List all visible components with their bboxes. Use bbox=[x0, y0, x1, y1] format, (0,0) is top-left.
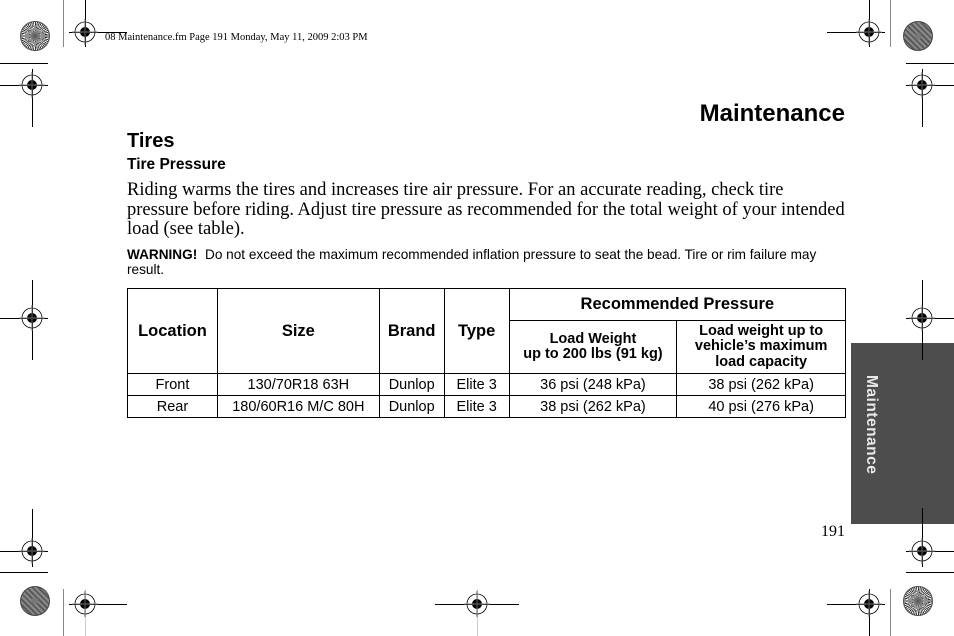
cell-location: Front bbox=[128, 374, 218, 396]
color-bar-disk-top-right bbox=[903, 21, 933, 51]
section-title: Tires bbox=[127, 130, 175, 152]
header-line: Load Weight bbox=[549, 330, 637, 347]
warning-text: Do not exceed the maximum recommended inflation pressure to seat the bead. Tire or rim failure may result. bbox=[127, 247, 817, 277]
subsection-title: Tire Pressure bbox=[127, 156, 226, 173]
crop-mark bbox=[906, 572, 954, 573]
header-line: vehicle’s maximum bbox=[694, 338, 828, 355]
registration-target-icon bbox=[464, 591, 490, 617]
warning-notice bbox=[127, 247, 852, 277]
cell-size: 130/70R18 63H bbox=[217, 374, 379, 396]
column-header-brand: Brand bbox=[379, 289, 444, 374]
crop-mark bbox=[922, 343, 923, 360]
crop-mark bbox=[922, 508, 923, 524]
cell-pressure-max: 38 psi (262 kPa) bbox=[677, 374, 846, 396]
registration-target-icon bbox=[909, 538, 935, 564]
column-header-load-max bbox=[677, 321, 846, 374]
registration-target-icon bbox=[856, 591, 882, 617]
table-row bbox=[128, 396, 846, 418]
column-header-location: Location bbox=[128, 289, 218, 374]
column-header-load-200 bbox=[509, 321, 677, 374]
tire-pressure-table bbox=[127, 288, 846, 418]
cell-location: Rear bbox=[128, 396, 218, 418]
header-line: Load weight up to bbox=[699, 322, 824, 339]
registration-target-icon bbox=[72, 591, 98, 617]
table-row bbox=[128, 374, 846, 396]
color-bar-disk-top-left bbox=[20, 21, 50, 51]
crop-mark bbox=[906, 63, 954, 64]
color-bar-disk-bottom-right bbox=[903, 586, 933, 616]
cell-type: Elite 3 bbox=[444, 396, 509, 418]
crop-mark bbox=[890, 589, 891, 636]
cell-type: Elite 3 bbox=[444, 374, 509, 396]
side-tab-label: Maintenance bbox=[863, 375, 880, 475]
crop-mark bbox=[0, 63, 48, 64]
registration-target-icon bbox=[72, 19, 98, 45]
column-header-type: Type bbox=[444, 289, 509, 374]
chapter-title: Maintenance bbox=[699, 100, 845, 127]
cell-size: 180/60R16 M/C 80H bbox=[217, 396, 379, 418]
cell-pressure-200: 38 psi (262 kPa) bbox=[509, 396, 677, 418]
cell-brand: Dunlop bbox=[379, 374, 444, 396]
crop-mark bbox=[0, 572, 48, 573]
cell-pressure-200: 36 psi (248 kPa) bbox=[509, 374, 677, 396]
column-header-recommended-pressure: Recommended Pressure bbox=[509, 289, 845, 321]
crop-mark bbox=[63, 589, 64, 636]
registration-target-icon bbox=[19, 305, 45, 331]
crop-mark bbox=[890, 0, 891, 47]
registration-target-icon bbox=[909, 305, 935, 331]
cell-pressure-max: 40 psi (276 kPa) bbox=[677, 396, 846, 418]
cell-brand: Dunlop bbox=[379, 396, 444, 418]
warning-label: WARNING! bbox=[127, 247, 198, 262]
file-header-note: 08 Maintenance.fm Page 191 Monday, May 11, 2009 2:03 PM bbox=[105, 32, 368, 43]
header-line: up to 200 lbs (91 kg) bbox=[523, 346, 663, 362]
registration-target-icon bbox=[909, 72, 935, 98]
registration-target-icon bbox=[19, 72, 45, 98]
page-number: 191 bbox=[821, 523, 845, 540]
crop-mark bbox=[63, 0, 64, 47]
body-paragraph: Riding warms the tires and increases tire air pressure. For an accurate reading, check tire pressure before riding. Adjust tire pressure as recommended for the total weight of your intended load (see table). bbox=[127, 180, 845, 239]
header-line: load capacity bbox=[715, 353, 808, 370]
column-header-size: Size bbox=[217, 289, 379, 374]
color-bar-disk-bottom-left bbox=[20, 586, 50, 616]
registration-target-icon bbox=[856, 19, 882, 45]
registration-target-icon bbox=[19, 538, 45, 564]
